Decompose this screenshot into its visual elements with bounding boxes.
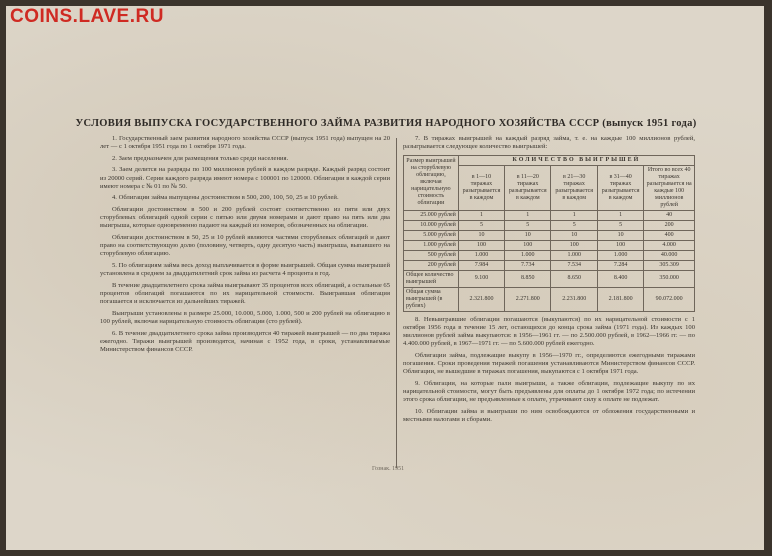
table-cell: 8.650 (551, 270, 597, 287)
table-header-group: КОЛИЧЕСТВО ВЫИГРЫШЕЙ (458, 155, 694, 165)
table-cell: 10.000 рублей (404, 220, 459, 230)
table-cell: 350.000 (644, 270, 695, 287)
table-header-size: Размер выигрышей на сторублевую облигацию, включая нарицательную стоимость облигации (404, 155, 459, 210)
table-cell: Общее количество выигрышей (404, 270, 459, 287)
table-column-header: в 31—40 тиражах разыгрывается в каждом (597, 165, 643, 210)
paragraph: В течение двадцатилетнего срока займа выигрывают 35 процентов всех облигаций, а остальные 65 процентов облигаций погашаются по их нарицательной стоимости. Выигравшая облигация погашается и исключается из дальнейших тиражей. (100, 281, 390, 306)
table-cell: 10 (505, 230, 551, 240)
table-cell: 1.000 (458, 250, 504, 260)
table-cell: 10 (458, 230, 504, 240)
table-cell: 90.072.000 (644, 287, 695, 311)
table-cell: 5 (458, 220, 504, 230)
table-cell: 1.000 рублей (404, 240, 459, 250)
table-cell: 100 (551, 240, 597, 250)
table-cell: 1 (458, 210, 504, 220)
table-cell: Общая сумма выигрышей (в рублях) (404, 287, 459, 311)
paragraph: 7. В тиражах выигрышей на каждый разряд займа, т. е. на каждые 100 миллионов рублей, разыгрывается следующее количество выигрышей: (403, 135, 695, 151)
table-cell: 1.000 (551, 250, 597, 260)
table-column-header: в 1—10 тиражах разыгрывается в каждом (458, 165, 504, 210)
paragraph: 4. Облигации займа выпущены достоинством в 500, 200, 100, 50, 25 и 10 рублей. (112, 194, 339, 202)
table-cell: 200 (644, 220, 695, 230)
table-cell: 2.181.800 (597, 287, 643, 311)
table-cell: 305.309 (644, 260, 695, 270)
table-cell: 100 (458, 240, 504, 250)
paragraph: Облигации займа, подлежащие выкупу в 1956—1970 гг., определяются ежегодными тиражами погашения. Сроки проведения тиражей погашения устанавливаются Министерством финансов СССР. Облигации, не вышедшие в тиражах погашения, выкупаются с 1 октября 1971 года. (403, 352, 695, 376)
table-cell: 2.271.800 (505, 287, 551, 311)
table-cell: 25.000 рублей (404, 210, 459, 220)
table-row (404, 240, 695, 250)
table-cell: 500 рублей (404, 250, 459, 260)
table-cell: 100 (597, 240, 643, 250)
table-cell: 100 (505, 240, 551, 250)
paragraph: Выигрыши установлены в размере 25.000, 10.000, 5.000, 1.000, 500 и 200 рублей на облигацию в 100 рублей, включая нарицательную стоимость облигации (сто рублей). (100, 309, 390, 325)
table-cell: 5.000 рублей (404, 230, 459, 240)
paragraph: 10. Облигации займа и выигрыши по ним освобождаются от обложения государственными и местными налогами и сборами. (403, 408, 695, 424)
table-row (404, 220, 695, 230)
table-cell: 7.284 (597, 260, 643, 270)
table-cell: 4.000 (644, 240, 695, 250)
table-row (404, 210, 695, 220)
paragraph: 9. Облигации, на которые пали выигрыши, а также облигации, подлежащие выкупу по их нарицательной стоимости, могут быть предъявлены для оплаты до 1 октября 1972 года; по истечении этого срока облигации, не предъявленные к оплате, утрачивают силу к оплате не подлежат. (403, 380, 695, 404)
table-cell: 7.984 (458, 260, 504, 270)
column-divider (396, 138, 397, 468)
paragraph: Облигации достоинством в 500 и 200 рублей состоят соответственно из пяти или двух сторублевых облигаций одной серии с пятью или двумя номерами и дают право на пять или два выигрыша, которые одновременно падают на каждый из номеров, обозначенных на облигации. (100, 205, 390, 230)
table-cell: 1 (597, 210, 643, 220)
table-row (404, 230, 695, 240)
paragraph: 2. Заем предназначен для размещения только среди населения. (112, 154, 289, 162)
paragraph: 6. В течение двадцатилетнего срока займа производится 40 тиражей выигрышей — по два тиража ежегодно. Тиражи выигрышей производятся, начиная с 1952 года, в сроки, устанавливаемые Министерством финансов СССР. (100, 329, 390, 353)
table-cell: 10 (551, 230, 597, 240)
document-title: УСЛОВИЯ ВЫПУСКА ГОСУДАРСТВЕННОГО ЗАЙМА РАЗВИТИЯ НАРОДНОГО ХОЗЯЙСТВА СССР (выпуск 1951 года) (75, 118, 697, 129)
table-cell: 200 рублей (404, 260, 459, 270)
prize-table (403, 155, 695, 312)
paragraph: 3. Заем делится на разряды по 100 миллионов рублей в каждом разряде. Каждый разряд состоит из 20000 серий. Серии каждого разряда имеют номера с 100001 по 120000. Облигации в каждой серии имеют номера с № 01 по № 50. (100, 166, 390, 190)
table-cell: 9.100 (458, 270, 504, 287)
table-cell: 40.000 (644, 250, 695, 260)
table-cell: 5 (551, 220, 597, 230)
table-cell: 2.231.800 (551, 287, 597, 311)
left-column (100, 135, 390, 358)
right-column (403, 135, 695, 428)
table-column-header: Итого во всех 40 тиражах разыгрывается на каждые 100 миллионов рублей (644, 165, 695, 210)
table-cell: 8.850 (505, 270, 551, 287)
table-cell: 10 (597, 230, 643, 240)
table-cell: 8.400 (597, 270, 643, 287)
printer-imprint: Гознак. 1951 (372, 466, 405, 472)
table-row-total-count (404, 270, 695, 287)
table-cell: 5 (597, 220, 643, 230)
table-cell: 1 (505, 210, 551, 220)
paragraph: Облигации достоинством в 50, 25 и 10 рублей являются частями сторублевых облигаций и дают право на соответствующую долю (половину, четверть, одну десятую часть) выигрыша, выпавшего на сторублевую облигацию. (100, 233, 390, 258)
watermark: COINS.LAVE.RU (10, 6, 164, 27)
paragraph: 5. По облигациям займа весь доход выплачивается в форме выигрышей. Общая сумма выигрышей установлена в среднем за двадцатилетний срок займа из расчета 4 процента в год. (100, 261, 390, 278)
table-cell: 400 (644, 230, 695, 240)
table-cell: 7.534 (551, 260, 597, 270)
table-column-header: в 11—20 тиражах разыгрывается в каждом (505, 165, 551, 210)
table-cell: 7.734 (505, 260, 551, 270)
table-row (404, 260, 695, 270)
table-cell: 2.321.800 (458, 287, 504, 311)
paragraph: 1. Государственный заем развития народного хозяйства СССР (выпуск 1951 года) выпущен на 20 лет — с 1 октября 1951 года по 1 октября 1971 года. (100, 135, 390, 151)
table-cell: 1 (551, 210, 597, 220)
table-cell: 1.000 (597, 250, 643, 260)
table-cell: 5 (505, 220, 551, 230)
table-row (404, 250, 695, 260)
table-cell: 1.000 (505, 250, 551, 260)
table-cell: 40 (644, 210, 695, 220)
paragraph: 8. Невыигравшие облигации погашаются (выкупаются) по их нарицательной стоимости с 1 октября 1956 года в течение 15 лет, остающихся до конца срока займа (1971 года). Из каждых 100 миллионов рублей займа выкупаются: в 1956—1961 гг. — по 2.500.000 рублей, в 1962—1966 гг. — по 4.400.000 рублей, в 1967—1971 гг. — по 5.600.000 рублей ежегодно. (403, 315, 695, 348)
table-column-header: в 21—30 тиражах разыгрывается в каждом (551, 165, 597, 210)
table-row-total-sum (404, 287, 695, 311)
